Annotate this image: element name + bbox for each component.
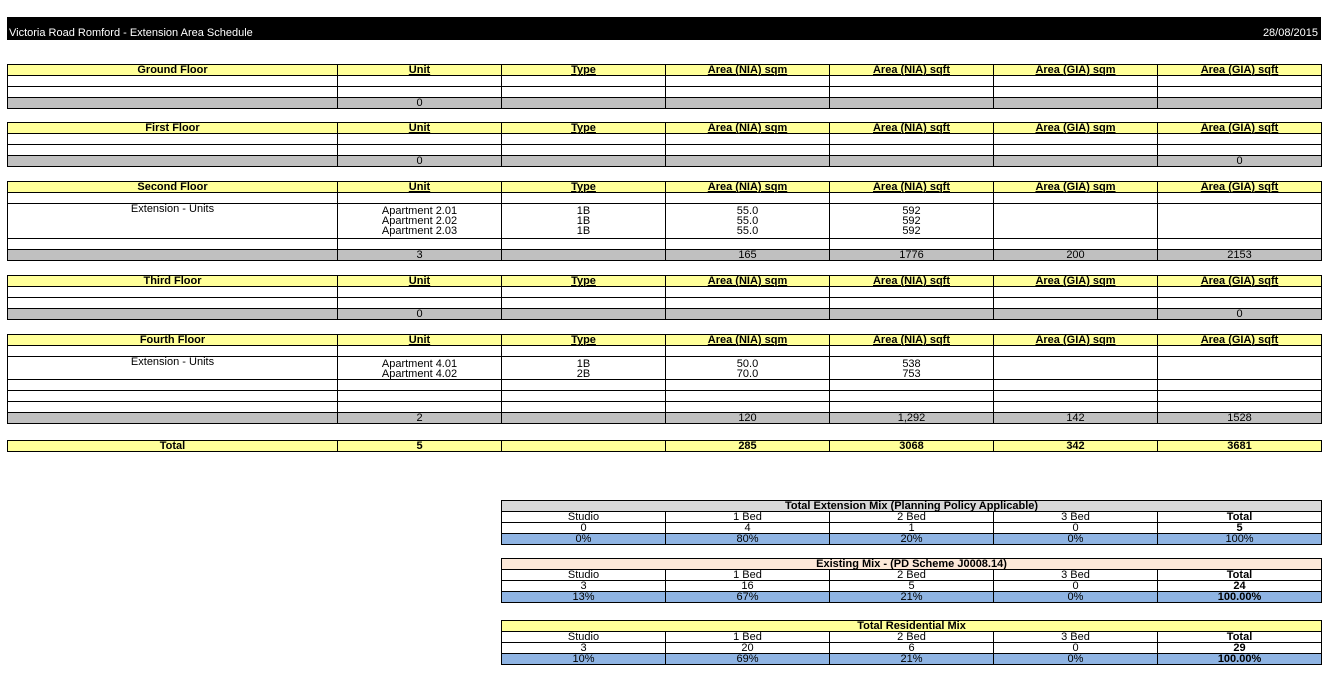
table-header-row: [8, 182, 1322, 193]
mix-col-3bed: 3 Bed: [994, 512, 1158, 523]
grand-total-row: [8, 441, 1322, 452]
mix-percent: 21%: [830, 592, 994, 603]
mix-percent: 20%: [830, 534, 994, 545]
floor-name: First Floor: [8, 123, 338, 134]
col-unit: Unit: [338, 182, 502, 193]
total-units: 0: [338, 309, 502, 320]
grand-total-units: 5: [338, 441, 502, 452]
grand-total-nia-sqm: 285: [666, 441, 830, 452]
col-unit: Unit: [338, 123, 502, 134]
table-row: [8, 380, 1322, 391]
nia-sqft-value: 538: [902, 358, 921, 370]
mix-count: 20: [666, 643, 830, 654]
grand-total-nia-sqft: 3068: [830, 441, 994, 452]
residential-mix-table: [501, 620, 1322, 665]
mix-col-1bed: 1 Bed: [666, 512, 830, 523]
table-header-row: [8, 65, 1322, 76]
col-gia-sqm: Area (GIA) sqm: [994, 276, 1158, 287]
mix-percent: 69%: [666, 654, 830, 665]
mix-header-row: [502, 570, 1322, 581]
existing-mix-table: [501, 558, 1322, 603]
col-unit: Unit: [338, 276, 502, 287]
unit-nia-sqft: [830, 204, 994, 239]
unit-type: 1B: [576, 358, 591, 370]
nia-sqft-value: 592: [902, 225, 921, 237]
mix-percent-row: [502, 654, 1322, 665]
table-row: [8, 193, 1322, 204]
floor-total-row: [8, 309, 1322, 320]
mix-percent: 0%: [994, 534, 1158, 545]
nia-sqm-value: 55.0: [736, 205, 759, 217]
grand-total-label: Total: [8, 441, 338, 452]
col-unit: Unit: [338, 335, 502, 346]
col-gia-sqm: Area (GIA) sqm: [994, 65, 1158, 76]
mix-count-total: 24: [1158, 581, 1322, 592]
mix-percent: 80%: [666, 534, 830, 545]
table-header-row: [8, 123, 1322, 134]
mix-count-row: [502, 581, 1322, 592]
mix-count: 1: [830, 523, 994, 534]
mix-percent: 10%: [502, 654, 666, 665]
third-floor-table: [7, 275, 1322, 320]
floor-total-row: [8, 98, 1322, 109]
mix-title: Total Extension Mix (Planning Policy Applicable): [502, 501, 1322, 512]
col-gia-sqft: Area (GIA) sqft: [1158, 123, 1322, 134]
nia-sqm-value: 70.0: [736, 368, 759, 380]
mix-col-3bed: 3 Bed: [994, 632, 1158, 643]
unit-name: Apartment 4.02: [381, 368, 458, 380]
nia-sqft-value: 592: [902, 215, 921, 227]
grand-total-gia-sqft: 3681: [1158, 441, 1322, 452]
col-type: Type: [502, 182, 666, 193]
table-row: [8, 76, 1322, 87]
col-nia-sqm: Area (NIA) sqm: [666, 335, 830, 346]
col-nia-sqft: Area (NIA) sqft: [830, 335, 994, 346]
mix-percent: 13%: [502, 592, 666, 603]
mix-col-studio: Studio: [502, 570, 666, 581]
mix-percent-row: [502, 534, 1322, 545]
mix-header-row: [502, 512, 1322, 523]
page-header: [7, 17, 1321, 40]
schedule-title: Victoria Road Romford - Extension Area Schedule: [9, 27, 253, 39]
unit-type: 1B: [576, 215, 591, 227]
col-gia-sqm: Area (GIA) sqm: [994, 335, 1158, 346]
col-nia-sqm: Area (NIA) sqm: [666, 182, 830, 193]
table-row: [8, 87, 1322, 98]
unit-names: [338, 357, 502, 380]
mix-col-total: Total: [1158, 632, 1322, 643]
schedule-date: 28/08/2015: [1262, 27, 1318, 39]
col-nia-sqft: Area (NIA) sqft: [830, 276, 994, 287]
mix-count-row: [502, 523, 1322, 534]
mix-percent: 0%: [994, 654, 1158, 665]
floor-total-row: [8, 413, 1322, 424]
table-row: [8, 239, 1322, 250]
col-type: Type: [502, 276, 666, 287]
col-nia-sqm: Area (NIA) sqm: [666, 276, 830, 287]
mix-count-total: 5: [1158, 523, 1322, 534]
group-label: Extension - Units: [8, 357, 338, 380]
unit-names: [338, 204, 502, 239]
unit-nia-sqft: [830, 357, 994, 380]
total-gia-sqft: 0: [1158, 309, 1322, 320]
mix-col-3bed: 3 Bed: [994, 570, 1158, 581]
total-nia-sqm: 165: [666, 250, 830, 261]
total-gia-sqm: 142: [994, 413, 1158, 424]
grand-total-table: [7, 440, 1322, 452]
floor-name: Second Floor: [8, 182, 338, 193]
col-gia-sqft: Area (GIA) sqft: [1158, 276, 1322, 287]
mix-count: 16: [666, 581, 830, 592]
floor-name: Fourth Floor: [8, 335, 338, 346]
unit-types: [502, 357, 666, 380]
total-units: 2: [338, 413, 502, 424]
col-gia-sqft: Area (GIA) sqft: [1158, 65, 1322, 76]
col-gia-sqm: Area (GIA) sqm: [994, 182, 1158, 193]
mix-col-2bed: 2 Bed: [830, 512, 994, 523]
total-gia-sqft: 0: [1158, 156, 1322, 167]
mix-percent-row: [502, 592, 1322, 603]
nia-sqm-value: 50.0: [736, 358, 759, 370]
mix-percent-total: 100%: [1158, 534, 1322, 545]
second-floor-table: [7, 181, 1322, 261]
mix-percent: 21%: [830, 654, 994, 665]
col-gia-sqft: Area (GIA) sqft: [1158, 335, 1322, 346]
mix-count-total: 29: [1158, 643, 1322, 654]
col-type: Type: [502, 335, 666, 346]
unit-type: 2B: [576, 368, 591, 380]
table-row: [8, 402, 1322, 413]
mix-percent: 67%: [666, 592, 830, 603]
unit-types: [502, 204, 666, 239]
mix-col-total: Total: [1158, 512, 1322, 523]
mix-col-1bed: 1 Bed: [666, 570, 830, 581]
mix-count: 6: [830, 643, 994, 654]
mix-title: Total Residential Mix: [502, 621, 1322, 632]
mix-col-1bed: 1 Bed: [666, 632, 830, 643]
col-type: Type: [502, 65, 666, 76]
unit-name: Apartment 2.01: [381, 205, 458, 217]
floor-total-row: [8, 156, 1322, 167]
col-nia-sqft: Area (NIA) sqft: [830, 65, 994, 76]
unit-type: 1B: [576, 225, 591, 237]
mix-col-total: Total: [1158, 570, 1322, 581]
unit-type: 1B: [576, 205, 591, 217]
floor-total-row: [8, 250, 1322, 261]
table-row: [8, 357, 1322, 380]
col-nia-sqm: Area (NIA) sqm: [666, 123, 830, 134]
unit-name: Apartment 2.03: [381, 225, 458, 237]
mix-count: 0: [994, 523, 1158, 534]
unit-nia-sqm: [666, 357, 830, 380]
table-header-row: [8, 335, 1322, 346]
mix-col-2bed: 2 Bed: [830, 570, 994, 581]
mix-percent: 0%: [994, 592, 1158, 603]
total-gia-sqft: 1528: [1158, 413, 1322, 424]
extension-mix-table: [501, 500, 1322, 545]
total-units: 0: [338, 156, 502, 167]
unit-name: Apartment 4.01: [381, 358, 458, 370]
total-nia-sqft: 1,292: [830, 413, 994, 424]
total-gia-sqft: 2153: [1158, 250, 1322, 261]
table-row: [8, 346, 1322, 357]
mix-count: 0: [994, 581, 1158, 592]
total-units: 3: [338, 250, 502, 261]
total-units: 0: [338, 98, 502, 109]
nia-sqft-value: 753: [902, 368, 921, 380]
nia-sqm-value: 55.0: [736, 225, 759, 237]
nia-sqm-value: 55.0: [736, 215, 759, 227]
col-gia-sqft: Area (GIA) sqft: [1158, 182, 1322, 193]
mix-col-studio: Studio: [502, 512, 666, 523]
table-row: [8, 298, 1322, 309]
unit-nia-sqm: [666, 204, 830, 239]
mix-count: 3: [502, 643, 666, 654]
mix-header-row: [502, 632, 1322, 643]
total-nia-sqft: 1776: [830, 250, 994, 261]
unit-name: Apartment 2.02: [381, 215, 458, 227]
col-type: Type: [502, 123, 666, 134]
mix-col-studio: Studio: [502, 632, 666, 643]
table-row: [8, 204, 1322, 239]
table-header-row: [8, 276, 1322, 287]
mix-col-2bed: 2 Bed: [830, 632, 994, 643]
mix-count: 4: [666, 523, 830, 534]
col-gia-sqm: Area (GIA) sqm: [994, 123, 1158, 134]
mix-count: 3: [502, 581, 666, 592]
first-floor-table: [7, 122, 1322, 167]
ground-floor-table: [7, 64, 1322, 109]
table-row: [8, 391, 1322, 402]
table-row: [8, 145, 1322, 156]
mix-title: Existing Mix - (PD Scheme J0008.14): [502, 559, 1322, 570]
mix-percent-total: 100.00%: [1158, 592, 1322, 603]
floor-name: Ground Floor: [8, 65, 338, 76]
mix-count: 0: [994, 643, 1158, 654]
grand-total-gia-sqm: 342: [994, 441, 1158, 452]
floor-name: Third Floor: [8, 276, 338, 287]
total-nia-sqm: 120: [666, 413, 830, 424]
col-nia-sqm: Area (NIA) sqm: [666, 65, 830, 76]
table-row: [8, 287, 1322, 298]
total-gia-sqm: 200: [994, 250, 1158, 261]
col-nia-sqft: Area (NIA) sqft: [830, 182, 994, 193]
col-unit: Unit: [338, 65, 502, 76]
mix-count: 5: [830, 581, 994, 592]
mix-count: 0: [502, 523, 666, 534]
col-nia-sqft: Area (NIA) sqft: [830, 123, 994, 134]
mix-percent: 0%: [502, 534, 666, 545]
nia-sqft-value: 592: [902, 205, 921, 217]
table-row: [8, 134, 1322, 145]
mix-percent-total: 100.00%: [1158, 654, 1322, 665]
mix-count-row: [502, 643, 1322, 654]
fourth-floor-table: [7, 334, 1322, 424]
group-label: Extension - Units: [8, 204, 338, 239]
